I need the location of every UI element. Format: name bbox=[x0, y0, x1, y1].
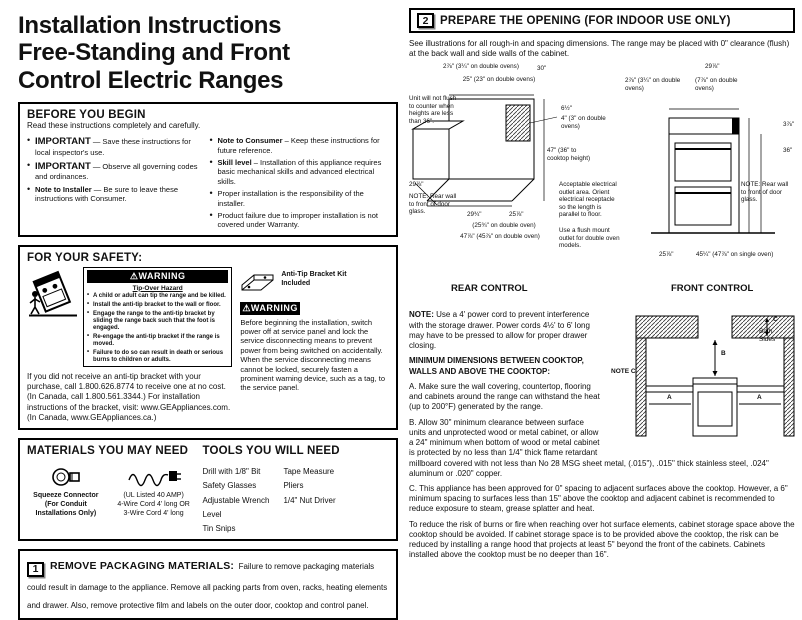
note-label: NOTE: Rear wall to front of door glass. bbox=[409, 193, 457, 216]
item-text: – Installation of this appliance requires basic mechanical skills and advanced electrical skills. bbox=[217, 158, 382, 186]
clearance-diagram bbox=[611, 312, 795, 444]
section-heading: FOR YOUR SAFETY: bbox=[27, 251, 143, 264]
tool-item: Tape Measure bbox=[283, 467, 335, 477]
tool-item: Pliers bbox=[283, 481, 304, 491]
warning-title: WARNING bbox=[138, 270, 186, 281]
minimum-dimensions-section bbox=[409, 310, 795, 560]
note-label: Use a flush mount outlet for double oven models. bbox=[559, 227, 620, 250]
list-item bbox=[209, 189, 389, 208]
left-column bbox=[18, 12, 398, 620]
diagram-caption: REAR CONTROL bbox=[451, 283, 528, 295]
dim-label: (25¾" on double oven) bbox=[472, 222, 536, 230]
step-number-badge: 1 bbox=[27, 562, 44, 577]
note-label: Acceptable electrical outlet area. Orient electrical receptacle so the length is parallel to floor. bbox=[559, 181, 617, 219]
dim-label: 29⅞" bbox=[409, 181, 424, 189]
item-text: — Observe all governing codes and ordinances. bbox=[35, 161, 198, 182]
dim-label: (7⅞" on double ovens) bbox=[695, 77, 738, 92]
item-text: — Save these instructions for local inspector's use. bbox=[35, 137, 191, 158]
tool-item: Tin Snips bbox=[202, 523, 236, 533]
tool-item: Level bbox=[202, 509, 222, 519]
dim-label: 47" (36" to cooktop height) bbox=[547, 147, 591, 162]
step-2-intro: See illustrations for all rough-in and spacing dimensions. The range may be placed with 0" clearance (flush) at the back wall and side walls of the cabinet. bbox=[409, 39, 790, 59]
dim-label: 29⅞" bbox=[705, 63, 720, 71]
tools-col-1 bbox=[202, 463, 269, 534]
warning-triangle-icon: ⚠ bbox=[242, 302, 251, 313]
safety-left bbox=[27, 267, 232, 423]
dim-label: 29¾" bbox=[467, 211, 482, 219]
material-caption: Squeeze Connector bbox=[33, 492, 99, 500]
item-text: — Be sure to leave these instructions with Consumer. bbox=[35, 184, 178, 204]
material-item bbox=[115, 465, 193, 518]
before-left-list bbox=[27, 133, 199, 229]
tool-item: 1/4" Nut Driver bbox=[283, 495, 336, 505]
for-your-safety-section bbox=[18, 245, 398, 430]
warning-bullet: • Failure to do so can result in death or serious burns to children or adults. bbox=[87, 350, 228, 364]
item-lead: Note to Installer bbox=[35, 184, 92, 194]
anti-tip-body-text: If you did not receive an anti-tip bracket with your purchase, call 1.800.626.8774 to receive one at no cost. (In Canada, call 1.800.561.3344.) For installation instructions of the bracket, visit: www.GEAppliances.com. (In Canada, www.GEAppliances.ca.) bbox=[27, 371, 231, 422]
item-c: C. This appliance has been approved for 0" spacing to adjacent surfaces above the cooktop. However, a 6" minimum spacing to surfaces less than 15" above the cooktop and adjacent cabinet is recommended to reduce exposure to steam, grease splatter and heat. bbox=[409, 483, 788, 514]
item-a: A. Make sure the wall covering, countertop, flooring and cabinets around the range can withstand the heat (up to 200°F) generated by the range. bbox=[409, 381, 600, 412]
dim-label: A bbox=[757, 394, 762, 402]
safety-right bbox=[240, 267, 389, 423]
warning-bullet: • Engage the range to the anti-tip bracket by sliding the range back such that the foot is engaged. bbox=[87, 311, 228, 333]
note-text: Use a 4' power cord to prevent interference with the storage drawer. Power cords 4½' to 6' long may have to be pressed to allow for proper drawer closing. bbox=[409, 310, 590, 351]
item-text: Proper installation is the responsibility of the installer. bbox=[217, 189, 364, 208]
title-line: Installation Instructions bbox=[18, 12, 282, 39]
dim-label: A bbox=[667, 394, 672, 402]
note-label: NOTE C bbox=[611, 368, 636, 376]
material-caption: 4-Wire Cord 4' long OR bbox=[117, 500, 190, 508]
note-label: Both Sides bbox=[759, 328, 776, 343]
warning-bar bbox=[87, 270, 228, 283]
page-title bbox=[18, 12, 398, 94]
tools-block bbox=[202, 445, 389, 534]
anti-tip-bracket-icon bbox=[240, 267, 276, 293]
step-1-section bbox=[18, 549, 398, 620]
tool-item: Safety Glasses bbox=[202, 481, 257, 491]
step-body: Failure to remove packaging materials could result in damage to the appliance. Remove all packing parts from oven, racks, heating elements and drawer. Also, remove protective film and labels on the outer door, cooktop and control panel. bbox=[27, 562, 388, 610]
tools-col-2 bbox=[283, 463, 335, 534]
tip-over-warning-box bbox=[83, 267, 232, 367]
dim-label: 2⅞" (3¼" on double ovens) bbox=[443, 63, 519, 71]
dim-label: 25⅞" bbox=[509, 211, 524, 219]
step-heading: PREPARE THE OPENING (FOR INDOOR USE ONLY) bbox=[440, 14, 731, 27]
dim-label: 4" (3" on double ovens) bbox=[561, 115, 606, 130]
before-you-begin-section bbox=[18, 102, 398, 237]
warning-bullet: • A child or adult can tip the range and be killed. bbox=[87, 293, 228, 300]
squeeze-connector-icon bbox=[51, 465, 81, 489]
list-item bbox=[27, 136, 199, 157]
dim-label: 25" (23" on double ovens) bbox=[462, 76, 536, 84]
dim-label: C bbox=[773, 316, 778, 324]
power-cord-icon bbox=[127, 465, 181, 489]
title-line: Free-Standing and Front bbox=[18, 39, 290, 67]
dim-label: B bbox=[721, 350, 726, 358]
list-item bbox=[209, 158, 389, 186]
note-label: Unit will not flush to counter when heights are less than 36". bbox=[409, 95, 457, 125]
list-item bbox=[209, 211, 389, 230]
list-item bbox=[209, 136, 389, 155]
dim-label: 45¼" (47⅞" on single oven) bbox=[696, 251, 774, 259]
tool-item: Drill with 1/8" Bit bbox=[202, 467, 261, 477]
dim-label: 47⅞" (45⅞" on double oven) bbox=[460, 233, 540, 241]
section-heading: MATERIALS YOU MAY NEED bbox=[27, 445, 189, 458]
warning-bullet: • Re-engage the anti-tip bracket if the range is moved. bbox=[87, 334, 228, 348]
warning-title: WARNING bbox=[250, 302, 298, 313]
before-intro: Read these instructions completely and carefully. bbox=[27, 121, 201, 131]
right-column bbox=[409, 8, 795, 561]
warning-bullet: • Install the anti-tip bracket to the wall or floor. bbox=[87, 302, 228, 309]
title-line: Control Electric Ranges bbox=[18, 66, 284, 94]
diagram-caption: FRONT CONTROL bbox=[671, 283, 754, 295]
item-b: B. Allow 30" minimum clearance between surface units and unprotected wood or metal cabinet, or allow a 24" minimum when bottom of wood or metal cabinet is protected by no less than 1/4" thick flame retardant millboard covered with not less than No 28 MSG sheet metal, (.015"), .015" thick stainless steel, .024" aluminum or .020" copper. bbox=[409, 417, 769, 478]
min-dims-heading: MINIMUM DIMENSIONS BETWEEN COOKTOP, WALLS AND ABOVE THE COOKTOP: bbox=[409, 356, 584, 376]
item-lead: Note to Consumer bbox=[217, 136, 283, 146]
front-control-diagram bbox=[649, 103, 779, 248]
note-label: NOTE: Rear wall to front of door glass. bbox=[741, 181, 789, 204]
dim-label: 30" bbox=[537, 65, 547, 73]
dim-label: 6½" bbox=[561, 105, 572, 113]
item-lead: IMPORTANT bbox=[35, 136, 91, 148]
bracket-kit-label: Anti-Tip Bracket Kit Included bbox=[281, 270, 347, 287]
section-heading: TOOLS YOU WILL NEED bbox=[202, 445, 340, 458]
material-caption: (For Conduit Installations Only) bbox=[35, 500, 97, 517]
item-lead: IMPORTANT bbox=[35, 160, 91, 172]
opening-diagrams bbox=[409, 63, 795, 305]
note-lead: NOTE: bbox=[409, 310, 434, 320]
dim-label: 25⅞" bbox=[659, 251, 674, 259]
material-item bbox=[27, 465, 105, 518]
warning-subtitle: Tip-Over Hazard bbox=[132, 284, 183, 292]
item-lead: Skill level bbox=[217, 158, 252, 168]
section-heading: BEFORE YOU BEGIN bbox=[27, 109, 146, 122]
list-item bbox=[27, 161, 199, 182]
power-off-warning-text: Before beginning the installation, switch power off at service panel and lock the service disconnecting means to prevent power from being switched on accidentally. When the service disconnecting means cannot be locked, securely fasten a prominent warning device, such as a tag, to the service panel. bbox=[240, 317, 385, 393]
materials-tools-section bbox=[18, 438, 398, 541]
tip-over-hazard-icon bbox=[27, 267, 79, 317]
closing-paragraph: To reduce the risk of burns or fire when reaching over hot surface elements, cabinet storage space above the cooktop should be avoided. If cabinet storage space is to be provided above the cooktop, the risk can be reduced by installing a range hood that projects at least 5" beyond the front of the cabinets. Cabinets installed above the cooktop must be no deeper than 16". bbox=[409, 519, 795, 560]
materials-block bbox=[27, 445, 192, 534]
material-caption: (UL Listed 40 AMP) bbox=[123, 492, 184, 500]
material-caption: 3-Wire Cord 4' long bbox=[123, 509, 184, 517]
dim-label: 2⅞" (3¼" on double ovens) bbox=[625, 77, 681, 92]
step-number-badge: 2 bbox=[417, 13, 434, 28]
warning-triangle-icon: ⚠ bbox=[129, 270, 139, 281]
item-text: Product failure due to improper installation is not covered under Warranty. bbox=[217, 210, 378, 230]
tool-item: Adjustable Wrench bbox=[202, 495, 270, 505]
warning-bar bbox=[240, 302, 300, 315]
list-item bbox=[27, 185, 199, 204]
dim-label: 36" bbox=[783, 147, 793, 155]
step-heading: REMOVE PACKAGING MATERIALS: bbox=[50, 560, 235, 573]
before-right-list bbox=[209, 133, 389, 229]
dim-label: 3⅞" bbox=[783, 121, 794, 129]
step-2-header bbox=[409, 8, 795, 33]
item-text: – Keep these instructions for future reference. bbox=[217, 136, 380, 155]
